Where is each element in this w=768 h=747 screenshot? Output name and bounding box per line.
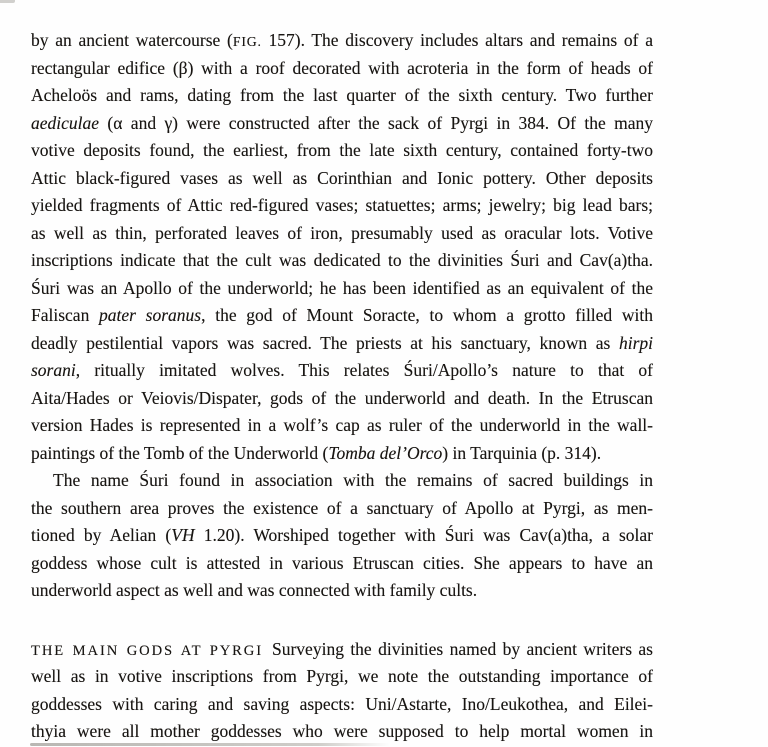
text-line (31, 718, 653, 746)
text-line (31, 275, 653, 303)
text-line (31, 55, 653, 83)
text-line (31, 220, 653, 248)
text-segment: paintings of the Tomb of the Underworld ( (31, 442, 329, 463)
text-segment: version Hades is represented in a wolf’s cap as ruler of the underworld in the wall- (31, 415, 653, 435)
text-segment: yielded fragments of Attic red-figured vases; statuettes; arms; jewelry; big lead bars; (31, 195, 653, 215)
text-segment: , the god of Mount Soracte, to whom a grotto filled with (201, 305, 654, 325)
text-line (31, 577, 653, 605)
section-heading: THE MAIN GODS AT PYRGI (31, 642, 263, 659)
text-segment: goddess whose cult is attested in various Etruscan cities. She appears to have an (31, 552, 653, 573)
text-segment: pater soranus (99, 305, 202, 325)
scan-artifact-top-left (0, 0, 15, 3)
text-segment: , ritually imitated wolves. This relates Śuri/Apollo’s nature to that of (75, 360, 653, 380)
text-line (31, 467, 653, 495)
text-segment: 1.20). Worshiped together with Śuri was Cav(a)tha, a solar (194, 525, 653, 545)
text-segment: Attic black-figured vases as well as Corinthian and Ionic pottery. Other deposits (31, 167, 653, 188)
text-line (31, 302, 653, 330)
text-line (31, 636, 653, 664)
text-segment: 157). The discovery includes altars and remains of a (261, 30, 653, 50)
text-segment: Acheloös and rams, dating from the last quarter of the sixth century. Two further (31, 85, 653, 105)
text-segment: rectangular edifice (β) with a roof decorated with acroteria in the form of heads of (31, 57, 653, 78)
text-line (31, 192, 653, 220)
text-segment: aediculae (31, 112, 100, 133)
text-line (31, 165, 653, 193)
paragraph-main-gods (31, 636, 653, 746)
text-segment: sorani (31, 360, 76, 380)
text-line (31, 691, 653, 719)
text-segment: VH (171, 525, 195, 545)
text-line (31, 110, 653, 138)
text-segment: Aita/Hades or Veiovis/Dispater, gods of the underworld and death. In the Etruscan (31, 387, 653, 408)
text-line (31, 330, 653, 358)
text-segment: deadly pestilential vapors was sacred. The priests at his sanctuary, known as (31, 332, 619, 353)
text-segment: votive deposits found, the earliest, from the late sixth century, contained forty-two (31, 140, 653, 160)
text-segment: the southern area proves the existence of a sanctuary of Apollo at Pyrgi, as men- (31, 497, 653, 518)
scan-artifact-bottom-edge (30, 743, 390, 746)
text-segment: underworld aspect as well and was connected with family cults. (31, 580, 478, 600)
text-segment: thyia were all mother goddesses who were supposed to help mortal women in (31, 721, 653, 741)
text-line (31, 247, 653, 275)
text-line (31, 27, 653, 55)
text-line (31, 550, 653, 578)
text-segment: well as in votive inscriptions from Pyrgi, we note the outstanding importance of (31, 666, 653, 686)
text-segment: inscriptions indicate that the cult was dedicated to the divinities Śuri and Cav(a)tha. (31, 250, 653, 270)
text-line (31, 357, 653, 385)
text-line (31, 412, 653, 440)
text-line (31, 82, 653, 110)
text-segment: ) in Tarquinia (p. 314). (442, 442, 602, 463)
text-segment: by an ancient watercourse ( (31, 30, 233, 50)
text-segment: Surveying the divinities named by ancient writers as (272, 638, 653, 659)
text-segment: goddesses with caring and saving aspects: Uni/Astarte, Ino/Leukothea, and Eilei- (31, 693, 653, 714)
text-block (31, 27, 653, 746)
text-segment: tioned by Aelian ( (31, 525, 172, 545)
text-segment: as well as thin, perforated leaves of iron, presumably used as oracular lots. Votive (31, 222, 653, 243)
text-segment: Faliscan (31, 305, 100, 325)
text-line (31, 440, 653, 468)
text-segment: Tomba del’Orco (328, 442, 443, 463)
text-segment: The name Śuri found in association with the remains of sacred buildings in (53, 470, 653, 490)
figure-reference: FIG. (232, 34, 262, 49)
text-line (31, 385, 653, 413)
text-line (31, 663, 653, 691)
text-line (31, 522, 653, 550)
text-segment: hirpi (618, 332, 653, 353)
paragraph-pyrgi-discovery (31, 27, 653, 467)
text-line (31, 495, 653, 523)
text-line (31, 137, 653, 165)
text-segment: Śuri was an Apollo of the underworld; he has been identified as an equivalent of the (31, 277, 653, 298)
text-segment: (α and γ) were constructed after the sack of Pyrgi in 384. Of the many (99, 112, 653, 133)
paragraph-suri-sanctuary (31, 467, 653, 605)
